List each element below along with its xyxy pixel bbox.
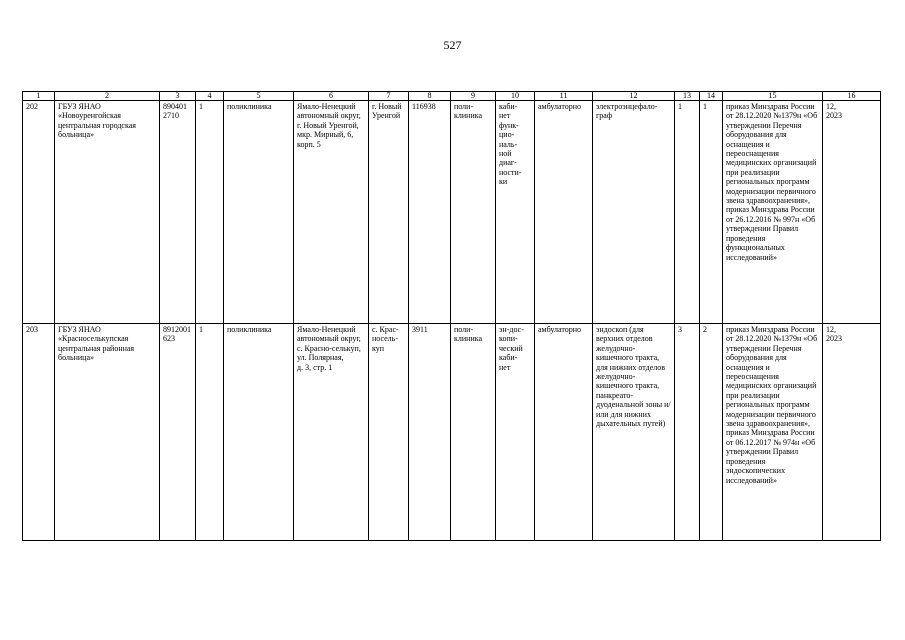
- row-number: 203: [23, 324, 55, 541]
- unit-count: 1: [196, 324, 224, 541]
- cabinet: эн-дос- копи- ческий каби- нет: [496, 324, 535, 541]
- address: Ямало-Ненецкий автономный округ, с. Красно-селькуп, ул. Полярная, д. 3, стр. 1: [294, 324, 369, 541]
- column-number: 8: [409, 92, 451, 101]
- column-number: 13: [675, 92, 700, 101]
- equipment-name: эндоскоп (для верхних отделов желудочно-кишечного тракта, для нижних отделов желудочно-кишечного тракта, панкреато-дуоденальной зоны и/или для нижних дыхательных путей): [593, 324, 675, 541]
- column-number: 15: [723, 92, 823, 101]
- department: поли- клиника: [451, 324, 496, 541]
- column-number: 1: [23, 92, 55, 101]
- row-number: 202: [23, 101, 55, 324]
- settlement: г. Новый Уренгой: [369, 101, 409, 324]
- facility-type: поликлиника: [224, 324, 294, 541]
- cabinet: каби- нет функ- цио- наль- ной диаг- ности- ки: [496, 101, 535, 324]
- care-conditions: амбулаторно: [535, 324, 593, 541]
- column-number: 16: [823, 92, 881, 101]
- quantity-required: 1: [675, 101, 700, 324]
- quantity-planned: 1: [700, 101, 723, 324]
- delivery-period: 12, 2023: [823, 324, 881, 541]
- page-number: 527: [443, 38, 462, 52]
- column-number: 6: [294, 92, 369, 101]
- equipment-table: [22, 91, 881, 541]
- population: 116938: [409, 101, 451, 324]
- column-number: 2: [55, 92, 160, 101]
- address: Ямало-Ненецкий автономный округ, г. Новый Уренгой, мкр. Мирный, 6, корп. 5: [294, 101, 369, 324]
- column-number: 10: [496, 92, 535, 101]
- equipment-name: электроэнцефало- граф: [593, 101, 675, 324]
- column-number: 3: [160, 92, 196, 101]
- organization-name: ГБУЗ ЯНАО «Новоуренгойская центральная городская больница»: [55, 101, 160, 324]
- column-number: 4: [196, 92, 224, 101]
- column-number: 14: [700, 92, 723, 101]
- column-number: 12: [593, 92, 675, 101]
- unit-count: 1: [196, 101, 224, 324]
- column-number: 5: [224, 92, 294, 101]
- inn-code: 890401 2710: [160, 101, 196, 324]
- legal-basis: приказ Минздрава России от 28.12.2020 №1379н «Об утверждении Перечня оборудования для оснащения и переоснащения медицинских организаций при реализации региональных программ модернизации первичного звена здравоохранения», приказ Минздрава России от 06.12.2017 № 974н «Об утверждении Правил проведения эндоскопических исследований»: [723, 324, 823, 541]
- legal-basis: приказ Минздрава России от 28.12.2020 №1379н «Об утверждении Перечня оборудования для оснащения и переоснащения медицинских организаций при реализации региональных программ модернизации первичного звена здравоохранения», приказ Минздрава России от 26.12.2016 № 997н «Об утверждении Правил проведения функциональных исследований»: [723, 101, 823, 324]
- column-number: 9: [451, 92, 496, 101]
- organization-name: ГБУЗ ЯНАО «Красноселькупская центральная районная больница»: [55, 324, 160, 541]
- inn-code: 8912001623: [160, 324, 196, 541]
- column-number-row: [23, 92, 881, 101]
- facility-type: поликлиника: [224, 101, 294, 324]
- table-row: [23, 324, 881, 541]
- quantity-planned: 2: [700, 324, 723, 541]
- department: поли- клиника: [451, 101, 496, 324]
- column-number: 11: [535, 92, 593, 101]
- care-conditions: амбулаторно: [535, 101, 593, 324]
- delivery-period: 12, 2023: [823, 101, 881, 324]
- quantity-required: 3: [675, 324, 700, 541]
- column-number: 7: [369, 92, 409, 101]
- population: 3911: [409, 324, 451, 541]
- settlement: с. Крас- носель- куп: [369, 324, 409, 541]
- table-row: [23, 101, 881, 324]
